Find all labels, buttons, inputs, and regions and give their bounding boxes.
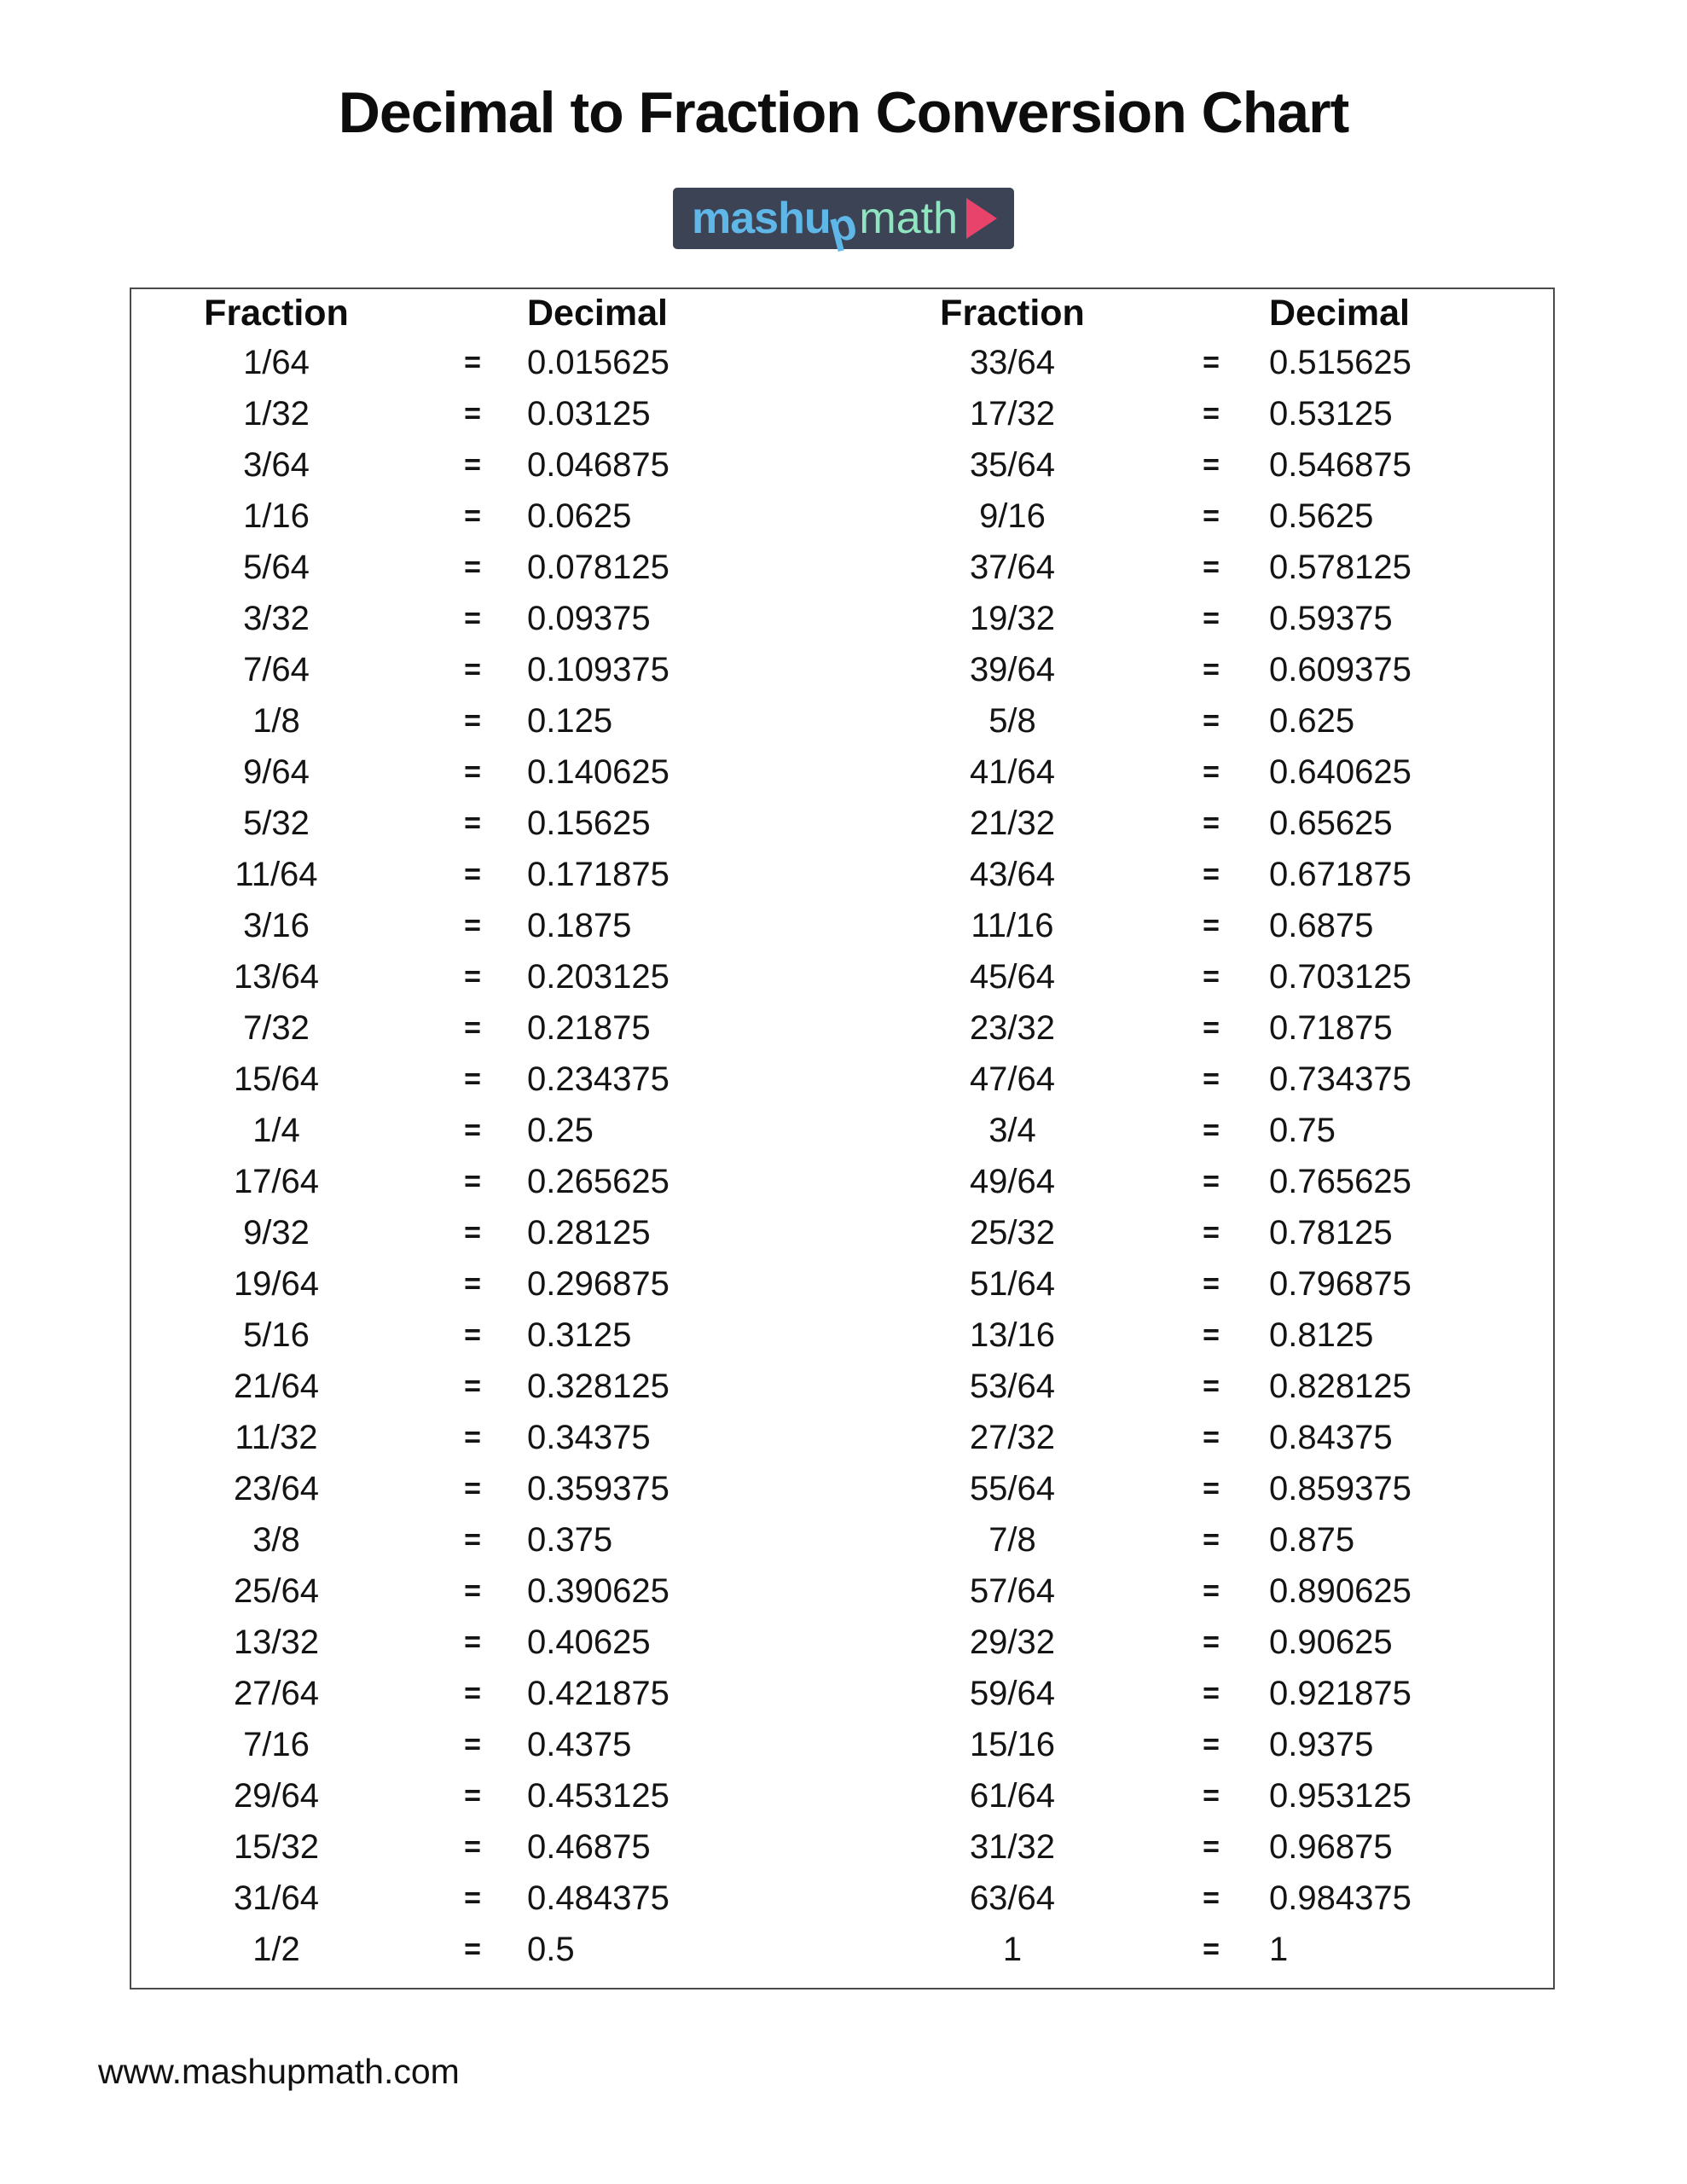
fraction-value: 3/32 [243, 599, 310, 637]
decimal-value: 0.96875 [1269, 1827, 1393, 1866]
equals-sign: = [464, 1113, 481, 1147]
decimal-value: 0.8125 [1269, 1316, 1374, 1354]
table-row [131, 695, 1553, 746]
table-row [131, 491, 1553, 542]
equals-sign: = [464, 806, 481, 839]
decimal-value: 0.59375 [1269, 599, 1393, 637]
equals-sign: = [464, 1881, 481, 1914]
decimal-value: 0.65625 [1269, 804, 1393, 842]
decimal-value: 0.15625 [527, 804, 651, 842]
equals-sign: = [464, 448, 481, 481]
equals-sign: = [464, 1216, 481, 1249]
decimal-value: 0.078125 [527, 548, 670, 586]
logo-text-math: math [859, 194, 958, 243]
equals-sign: = [464, 1318, 481, 1351]
fraction-value: 33/64 [969, 343, 1056, 381]
equals-sign: = [1203, 499, 1220, 532]
table-row [131, 1873, 1553, 1924]
table-row [131, 1668, 1553, 1719]
equals-sign: = [1203, 448, 1220, 481]
equals-sign: = [1203, 1420, 1220, 1454]
table-row [131, 1770, 1553, 1821]
decimal-value: 0.125 [527, 701, 613, 740]
decimal-value: 0.640625 [1269, 752, 1412, 791]
decimal-value: 0.734375 [1269, 1060, 1412, 1098]
fraction-value: 5/32 [243, 804, 310, 842]
fraction-value: 25/64 [233, 1571, 320, 1610]
equals-sign: = [1203, 1728, 1220, 1761]
equals-sign: = [464, 704, 481, 737]
fraction-value: 31/32 [969, 1827, 1056, 1866]
decimal-value: 0.53125 [1269, 394, 1393, 433]
fraction-value: 7/8 [988, 1520, 1036, 1559]
decimal-value: 0.46875 [527, 1827, 651, 1866]
table-row [131, 1105, 1553, 1156]
fraction-value: 59/64 [969, 1674, 1056, 1712]
decimal-value: 0.9375 [1269, 1725, 1374, 1763]
fraction-value: 1/4 [252, 1111, 300, 1149]
table-row [131, 1463, 1553, 1514]
equals-sign: = [1203, 704, 1220, 737]
fraction-value: 15/16 [969, 1725, 1056, 1763]
conversion-table [130, 288, 1555, 1989]
decimal-value: 0.328125 [527, 1367, 670, 1405]
table-row [131, 900, 1553, 951]
equals-sign: = [464, 1676, 481, 1710]
fraction-value: 57/64 [969, 1571, 1056, 1610]
fraction-value: 25/32 [969, 1213, 1056, 1252]
fraction-value: 39/64 [969, 650, 1056, 688]
fraction-value: 5/8 [988, 701, 1036, 740]
equals-sign: = [1203, 1676, 1220, 1710]
decimal-value: 0.1875 [527, 906, 632, 944]
equals-sign: = [1203, 550, 1220, 584]
fraction-value: 1/8 [252, 701, 300, 740]
equals-sign: = [1203, 1830, 1220, 1863]
equals-sign: = [1203, 1881, 1220, 1914]
footer-url: www.mashupmath.com [98, 2052, 460, 2091]
equals-sign: = [1203, 1318, 1220, 1351]
fraction-value: 11/64 [235, 855, 318, 893]
equals-sign: = [1203, 653, 1220, 686]
equals-sign: = [1203, 1369, 1220, 1403]
equals-sign: = [464, 857, 481, 891]
table-row [131, 1565, 1553, 1617]
decimal-value: 0.609375 [1269, 650, 1412, 688]
equals-sign: = [1203, 857, 1220, 891]
equals-sign: = [1203, 755, 1220, 788]
fraction-value: 15/64 [233, 1060, 320, 1098]
equals-sign: = [1203, 1216, 1220, 1249]
decimal-value: 0.5 [527, 1930, 575, 1968]
decimal-value: 0.296875 [527, 1264, 670, 1303]
decimal-value: 0.875 [1269, 1520, 1355, 1559]
table-row [131, 951, 1553, 1002]
decimal-value: 0.25 [527, 1111, 594, 1149]
decimal-value: 0.703125 [1269, 957, 1412, 996]
fraction-value: 37/64 [969, 548, 1056, 586]
table-row [131, 593, 1553, 644]
decimal-value: 0.921875 [1269, 1674, 1412, 1712]
equals-sign: = [1203, 1011, 1220, 1044]
fraction-value: 1/64 [243, 343, 310, 381]
equals-sign: = [1203, 960, 1220, 993]
table-row [131, 1258, 1553, 1310]
decimal-value: 0.21875 [527, 1008, 651, 1047]
table-row [131, 1156, 1553, 1207]
fraction-value: 35/64 [969, 445, 1056, 484]
fraction-value: 19/64 [233, 1264, 320, 1303]
table-row [131, 1617, 1553, 1668]
fraction-value: 29/64 [233, 1776, 320, 1815]
decimal-value: 0.234375 [527, 1060, 670, 1098]
decimal-value: 0.4375 [527, 1725, 632, 1763]
decimal-value: 0.203125 [527, 957, 670, 996]
equals-sign: = [1203, 1932, 1220, 1966]
decimal-value: 0.453125 [527, 1776, 670, 1815]
play-triangle-icon [966, 198, 997, 239]
fraction-value: 43/64 [969, 855, 1056, 893]
decimal-value: 0.359375 [527, 1469, 670, 1507]
page-title: Decimal to Fraction Conversion Chart [338, 80, 1349, 145]
equals-sign: = [464, 1369, 481, 1403]
equals-sign: = [464, 1830, 481, 1863]
fraction-value: 13/16 [969, 1316, 1056, 1354]
equals-sign: = [1203, 601, 1220, 635]
fraction-value: 23/32 [969, 1008, 1056, 1047]
fraction-value: 17/64 [233, 1162, 320, 1200]
decimal-value: 0.890625 [1269, 1571, 1412, 1610]
equals-sign: = [464, 755, 481, 788]
equals-sign: = [1203, 1523, 1220, 1556]
equals-sign: = [1203, 1625, 1220, 1658]
header-decimal-right: Decimal [1269, 292, 1410, 334]
decimal-value: 0.90625 [1269, 1623, 1393, 1661]
fraction-value: 7/64 [243, 650, 310, 688]
fraction-value: 27/64 [233, 1674, 320, 1712]
decimal-value: 0.34375 [527, 1418, 651, 1456]
decimal-value: 0.984375 [1269, 1879, 1412, 1917]
decimal-value: 0.375 [527, 1520, 613, 1559]
equals-sign: = [1203, 1472, 1220, 1505]
fraction-value: 47/64 [969, 1060, 1056, 1098]
fraction-value: 15/32 [233, 1827, 320, 1866]
fraction-value: 5/16 [243, 1316, 310, 1354]
table-row [131, 798, 1553, 849]
decimal-value: 0.6875 [1269, 906, 1374, 944]
fraction-value: 21/32 [969, 804, 1056, 842]
decimal-value: 0.265625 [527, 1162, 670, 1200]
table-row [131, 1412, 1553, 1463]
decimal-value: 0.484375 [527, 1879, 670, 1917]
table-row [131, 849, 1553, 900]
fraction-value: 3/8 [252, 1520, 300, 1559]
fraction-value: 27/32 [969, 1418, 1056, 1456]
decimal-value: 0.09375 [527, 599, 651, 637]
table-row [131, 1310, 1553, 1361]
table-row [131, 1002, 1553, 1054]
decimal-value: 0.828125 [1269, 1367, 1412, 1405]
rows-container [131, 337, 1553, 1975]
table-row [131, 1821, 1553, 1873]
fraction-value: 61/64 [969, 1776, 1056, 1815]
table-row [131, 337, 1553, 388]
equals-sign: = [1203, 806, 1220, 839]
fraction-value: 3/64 [243, 445, 310, 484]
equals-sign: = [464, 1062, 481, 1095]
table-row [131, 1361, 1553, 1412]
equals-sign: = [464, 1779, 481, 1812]
decimal-value: 0.578125 [1269, 548, 1412, 586]
equals-sign: = [464, 601, 481, 635]
equals-sign: = [464, 960, 481, 993]
equals-sign: = [464, 1420, 481, 1454]
header-decimal-left: Decimal [527, 292, 668, 334]
equals-sign: = [464, 909, 481, 942]
equals-sign: = [1203, 1267, 1220, 1300]
decimal-value: 0.515625 [1269, 343, 1412, 381]
decimal-value: 0.84375 [1269, 1418, 1393, 1456]
decimal-value: 0.421875 [527, 1674, 670, 1712]
equals-sign: = [464, 1165, 481, 1198]
decimal-value: 0.5625 [1269, 497, 1374, 535]
decimal-value: 0.109375 [527, 650, 670, 688]
fraction-value: 9/32 [243, 1213, 310, 1252]
equals-sign: = [1203, 346, 1220, 379]
fraction-value: 3/4 [988, 1111, 1036, 1149]
equals-sign: = [1203, 1779, 1220, 1812]
decimal-value: 0.171875 [527, 855, 670, 893]
header-fraction-left: Fraction [204, 292, 349, 334]
equals-sign: = [1203, 1062, 1220, 1095]
fraction-value: 31/64 [233, 1879, 320, 1917]
fraction-value: 63/64 [969, 1879, 1056, 1917]
fraction-value: 19/32 [969, 599, 1056, 637]
fraction-value: 51/64 [969, 1264, 1056, 1303]
equals-sign: = [464, 1574, 481, 1607]
fraction-value: 53/64 [969, 1367, 1056, 1405]
fraction-value: 45/64 [969, 957, 1056, 996]
table-row [131, 388, 1553, 439]
table-row [131, 439, 1553, 491]
table-row [131, 1054, 1553, 1105]
logo-text-mashu: mashu [692, 194, 831, 243]
table-row [131, 1924, 1553, 1975]
equals-sign: = [464, 397, 481, 430]
decimal-value: 0.015625 [527, 343, 670, 381]
fraction-value: 7/32 [243, 1008, 310, 1047]
fraction-value: 7/16 [243, 1725, 310, 1763]
decimal-value: 0.75 [1269, 1111, 1336, 1149]
equals-sign: = [1203, 909, 1220, 942]
fraction-value: 3/16 [243, 906, 310, 944]
equals-sign: = [1203, 1165, 1220, 1198]
equals-sign: = [464, 346, 481, 379]
table-row [131, 644, 1553, 695]
table-row [131, 1719, 1553, 1770]
header-fraction-right: Fraction [940, 292, 1085, 334]
decimal-value: 1 [1269, 1930, 1289, 1968]
equals-sign: = [1203, 1113, 1220, 1147]
fraction-value: 21/64 [233, 1367, 320, 1405]
fraction-value: 41/64 [969, 752, 1056, 791]
table-row [131, 1514, 1553, 1565]
decimal-value: 0.859375 [1269, 1469, 1412, 1507]
decimal-value: 0.390625 [527, 1571, 670, 1610]
equals-sign: = [464, 1011, 481, 1044]
decimal-value: 0.3125 [527, 1316, 632, 1354]
equals-sign: = [464, 499, 481, 532]
table-header-row [131, 289, 1553, 337]
fraction-value: 5/64 [243, 548, 310, 586]
equals-sign: = [464, 1728, 481, 1761]
equals-sign: = [464, 1932, 481, 1966]
fraction-value: 11/32 [235, 1418, 318, 1456]
equals-sign: = [464, 653, 481, 686]
fraction-value: 11/16 [971, 906, 1054, 944]
fraction-value: 29/32 [969, 1623, 1056, 1661]
decimal-value: 0.0625 [527, 497, 632, 535]
table-row [131, 1207, 1553, 1258]
decimal-value: 0.546875 [1269, 445, 1412, 484]
decimal-value: 0.40625 [527, 1623, 651, 1661]
fraction-value: 9/64 [243, 752, 310, 791]
fraction-value: 1 [1002, 1930, 1023, 1968]
decimal-value: 0.796875 [1269, 1264, 1412, 1303]
decimal-value: 0.046875 [527, 445, 670, 484]
decimal-value: 0.765625 [1269, 1162, 1412, 1200]
decimal-value: 0.140625 [527, 752, 670, 791]
equals-sign: = [464, 1523, 481, 1556]
fraction-value: 1/2 [252, 1930, 300, 1968]
decimal-value: 0.78125 [1269, 1213, 1393, 1252]
decimal-value: 0.671875 [1269, 855, 1412, 893]
fraction-value: 49/64 [969, 1162, 1056, 1200]
equals-sign: = [1203, 1574, 1220, 1607]
logo-text-p: p [823, 199, 861, 253]
decimal-value: 0.953125 [1269, 1776, 1412, 1815]
decimal-value: 0.03125 [527, 394, 651, 433]
fraction-value: 23/64 [233, 1469, 320, 1507]
decimal-value: 0.71875 [1269, 1008, 1393, 1047]
fraction-value: 13/32 [233, 1623, 320, 1661]
fraction-value: 1/16 [243, 497, 310, 535]
equals-sign: = [1203, 397, 1220, 430]
fraction-value: 55/64 [969, 1469, 1056, 1507]
decimal-value: 0.28125 [527, 1213, 651, 1252]
table-row [131, 746, 1553, 798]
table-row [131, 542, 1553, 593]
fraction-value: 17/32 [969, 394, 1056, 433]
fraction-value: 1/32 [243, 394, 310, 433]
decimal-value: 0.625 [1269, 701, 1355, 740]
equals-sign: = [464, 1267, 481, 1300]
equals-sign: = [464, 1625, 481, 1658]
equals-sign: = [464, 1472, 481, 1505]
equals-sign: = [464, 550, 481, 584]
fraction-value: 13/64 [233, 957, 320, 996]
fraction-value: 9/16 [979, 497, 1046, 535]
mashupmath-logo [673, 188, 1014, 253]
